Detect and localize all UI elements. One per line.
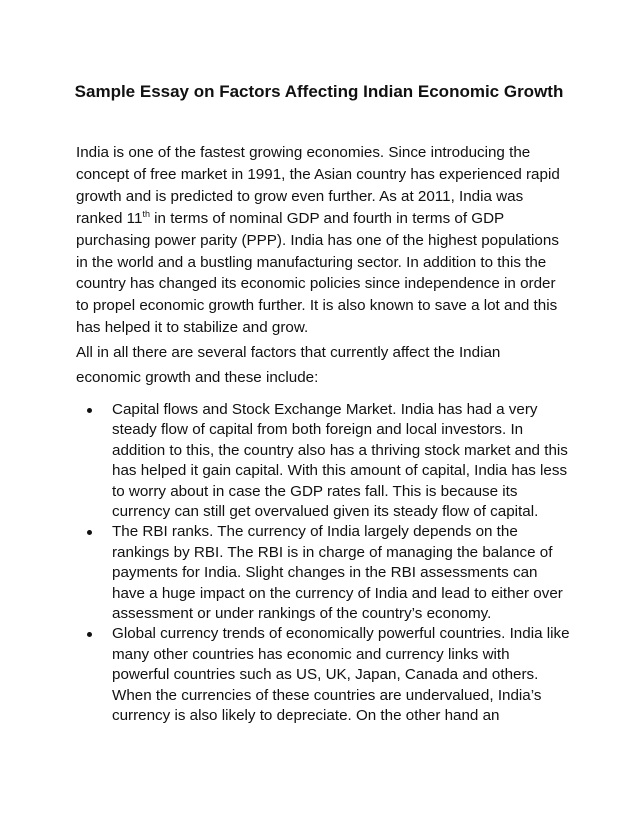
factors-intro-paragraph: All in all there are several factors that currently affect the Indian economic growth and these include: xyxy=(76,344,501,386)
bullet-icon xyxy=(87,408,92,413)
list-item xyxy=(76,624,570,726)
factors-list xyxy=(76,400,570,727)
list-item-text: The RBI ranks. The currency of India largely depends on the rankings by RBI. The RBI is in charge of managing the balance of payments for India. Slight changes in the RBI assessments can have a huge impact on the currency of India and lead to either over assessment or under rankings of the country’s economy. xyxy=(112,523,563,623)
list-item-text: Global currency trends of economically powerful countries. India like many other countries has economic and currency links with powerful countries such as US, UK, Japan, Canada and others. When the currencies of these countries are undervalued, India’s currency is also likely to depreciate. On the other hand an xyxy=(112,625,570,725)
ordinal-superscript: th xyxy=(142,208,150,219)
essay-title: Sample Essay on Factors Affecting Indian Economic Growth xyxy=(74,82,564,101)
bullet-icon xyxy=(87,632,92,637)
intro-text-end: in terms of nominal GDP and fourth in terms of GDP purchasing power parity (PPP). India has one of the highest populations in the world and a bustling manufacturing sector. In addition to this the country has changed its economic policies since independence in order to propel economic growth further. It is also known to save a lot and this has helped it to stabilize and grow. xyxy=(76,209,559,337)
intro-text-start: India is one of the fastest growing economies. Since introducing the concept of free market in 1991, the Asian country has experienced rapid growth and is predicted to grow even further. As at 2011, India was ranked 11 xyxy=(76,144,560,227)
list-item xyxy=(76,400,570,522)
list-item-text: Capital flows and Stock Exchange Market. India has had a very steady flow of capital from both foreign and local investors. In addition to this, the country also has a thriving stock market and this has helped it gain capital. With this amount of capital, India has less to worry about in case the GDP rates fall. This is because its currency can still get overvalued given its steady flow of capital. xyxy=(112,401,568,521)
intro-paragraph xyxy=(76,142,566,339)
bullet-icon xyxy=(87,530,92,535)
list-item xyxy=(76,522,570,624)
